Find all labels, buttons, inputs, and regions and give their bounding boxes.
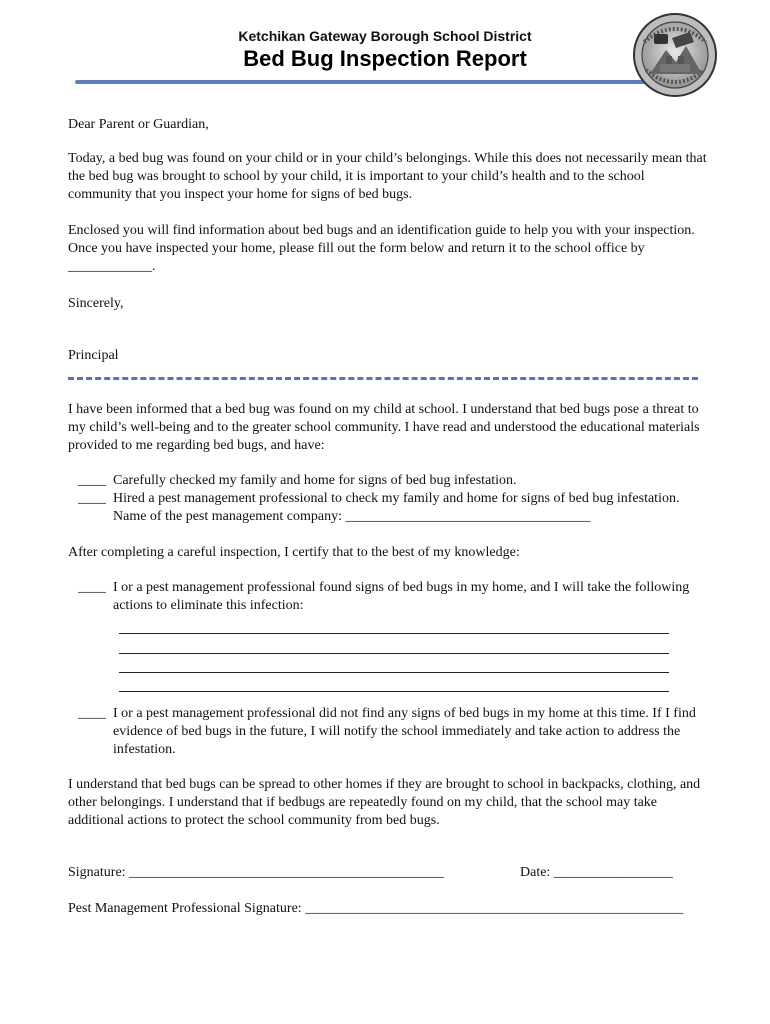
option-no-bedbugs[interactable] [78, 705, 708, 759]
salutation: Dear Parent or Guardian, [68, 117, 209, 132]
option-label: I or a pest management professional did not find any signs of bed bugs in my home at this time. If I find evidence of bed bugs in the future, I will notify the school immediately and take action to address the infestation. [113, 706, 696, 757]
date-label: Date: [520, 865, 551, 880]
action-line-3[interactable] [119, 672, 669, 673]
signature-field[interactable] [68, 864, 444, 882]
option-checked-home[interactable] [78, 472, 708, 490]
option-label: Carefully checked my family and home for signs of bed bug infestation. [113, 473, 517, 488]
pest-signature-line[interactable]: ______________________________________________________ [305, 901, 684, 916]
pest-signature-field[interactable] [68, 900, 683, 918]
signature-label: Signature: [68, 865, 126, 880]
understand-statement: I understand that bed bugs can be spread to other homes if they are brought to school in backpacks, clothing, and other belongings. I understand that if bedbugs are repeatedly found on my child, that the school may take additional actions to protect the school community from bed bugs. [68, 777, 701, 828]
option-found-bedbugs[interactable] [78, 579, 708, 615]
action-line-2[interactable] [119, 653, 669, 654]
action-line-1[interactable] [119, 633, 669, 634]
date-field[interactable] [520, 864, 673, 882]
pest-signature-label: Pest Management Professional Signature: [68, 901, 302, 916]
signature-line[interactable]: _____________________________________________ [129, 865, 445, 880]
letter-paragraph-2: Enclosed you will find information about bed bugs and an identification guide to help you with your inspection. Once you have inspected your home, please fill out the form below and return it to the school office by ____________. [68, 223, 695, 274]
signer-title: Principal [68, 348, 119, 363]
checkbox-blank[interactable]: ____ [78, 491, 106, 506]
option-hired-professional[interactable] [78, 490, 708, 526]
option-label: Hired a pest management professional to check my family and home for signs of bed bug infestation. Name of the pest management company: ___________________________________ [113, 491, 680, 524]
certify-statement: After completing a careful inspection, I certify that to the best of my knowledge: [68, 545, 520, 560]
date-line[interactable]: _________________ [553, 865, 673, 880]
district-name: Ketchikan Gateway Borough School District [238, 28, 532, 44]
school-district-seal-icon [632, 12, 718, 98]
report-title: Bed Bug Inspection Report [243, 46, 527, 71]
checkbox-blank[interactable]: ____ [78, 473, 106, 488]
letter-paragraph-1: Today, a bed bug was found on your child or in your child’s belongings. While this does not necessarily mean that the bed bug was brought to school by your child, it is important to your child’s health and to the school community that you inspect your home for signs of bed bugs. [68, 151, 707, 202]
form-intro: I have been informed that a bed bug was found on my child at school. I understand that bed bugs pose a threat to my child’s well-being and to the greater school community. I have read and understood the educational materials provided to me regarding bed bugs, and have: [68, 402, 700, 453]
checkbox-blank[interactable]: ____ [78, 580, 106, 595]
action-line-4[interactable] [119, 691, 669, 692]
checkbox-blank[interactable]: ____ [78, 706, 106, 721]
closing: Sincerely, [68, 296, 124, 311]
header-divider [75, 80, 645, 84]
option-label: I or a pest management professional found signs of bed bugs in my home, and I will take the following actions to eliminate this infection: [113, 580, 690, 613]
cut-line [68, 377, 698, 380]
